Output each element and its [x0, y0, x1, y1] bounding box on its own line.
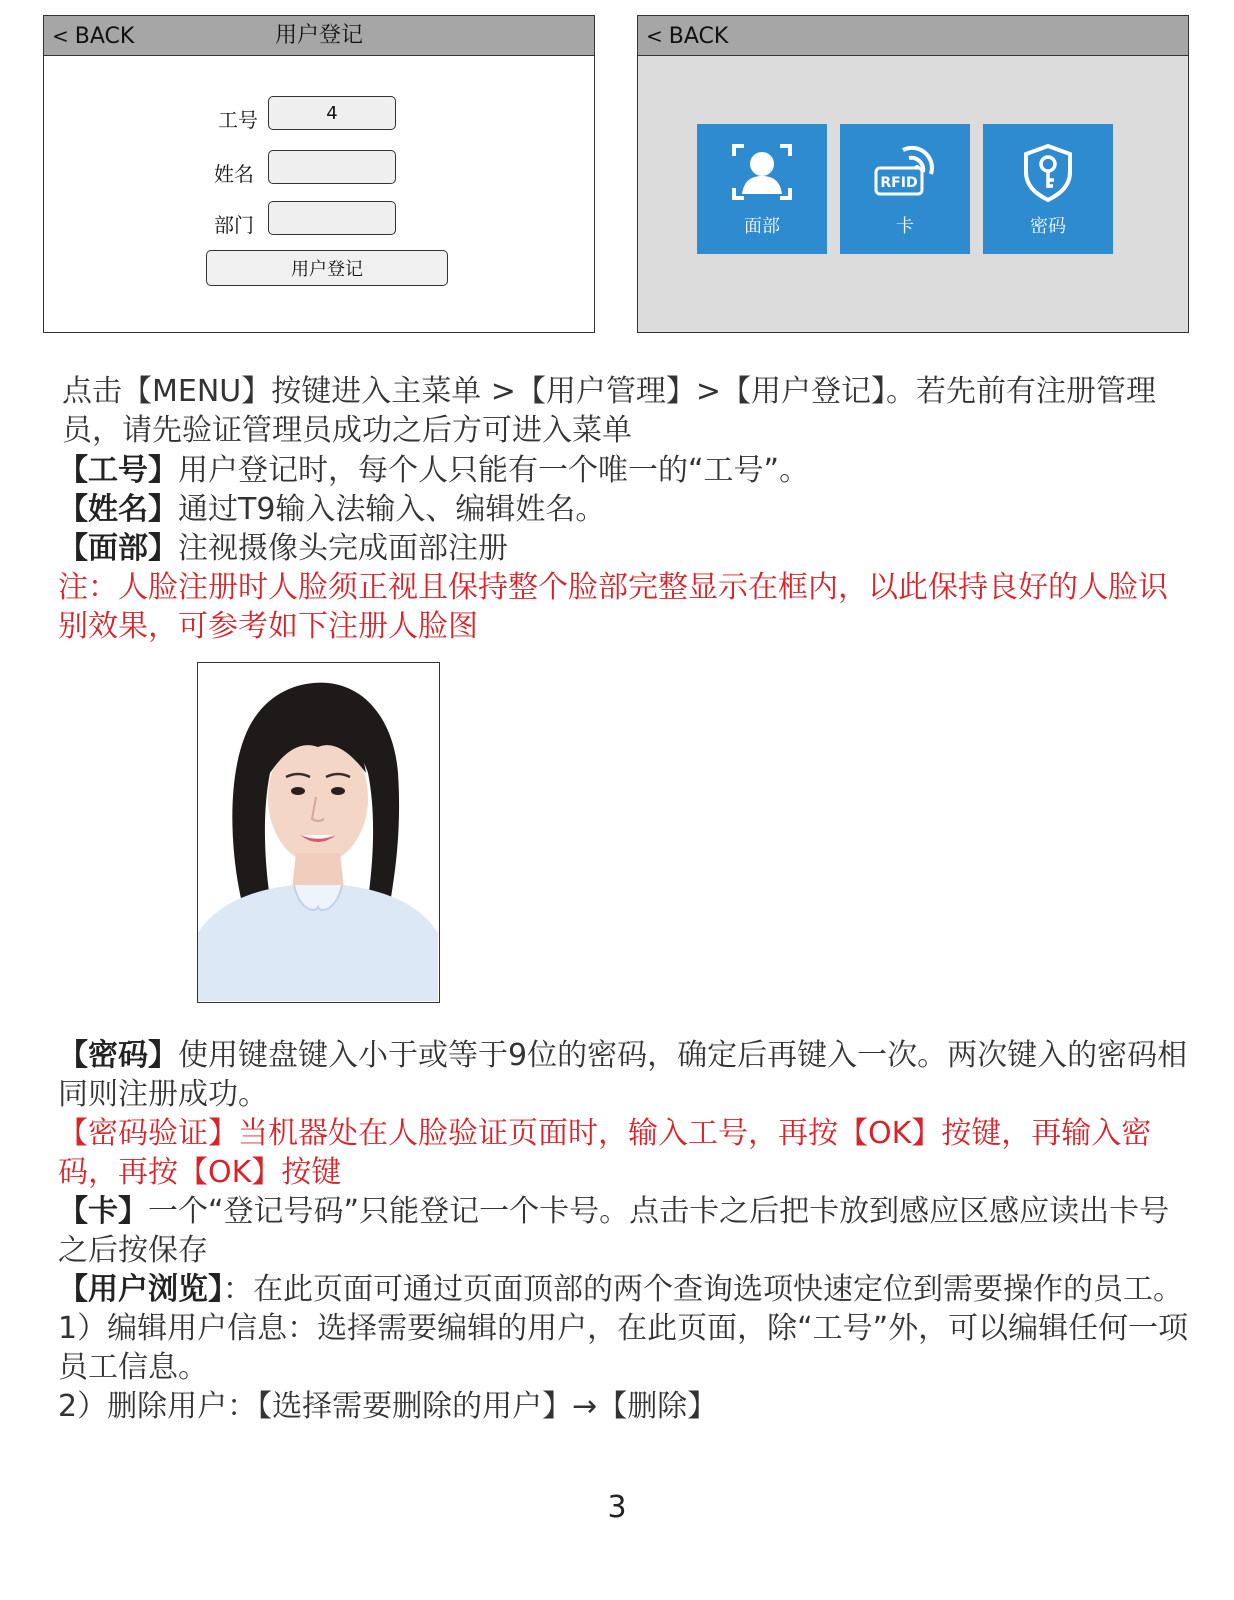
name-input[interactable]	[268, 150, 396, 184]
department-input[interactable]	[268, 201, 396, 235]
rfid-card-icon	[873, 140, 941, 204]
rfid-icon-text: RFID	[880, 175, 918, 191]
face-note-paragraph: 注：人脸注册时人脸须正视且保持整个脸部完整显示在框内，以此保持良好的人脸识别效果，可参考如下注册人脸图	[58, 570, 1168, 644]
employee-id-input[interactable]	[268, 96, 396, 130]
paragraph-heading: 【用户浏览】	[58, 1272, 223, 1307]
back-button[interactable]	[646, 16, 728, 56]
password-paragraph	[58, 1036, 1193, 1114]
name-paragraph	[58, 490, 1193, 529]
paragraph-text: 一个“登记号码”只能登记一个卡号。点击卡之后把卡放到感应区感应读出卡号之后按保存	[58, 1194, 1170, 1268]
enrollment-method-screen	[637, 15, 1189, 333]
delete-user-paragraph: 2）删除用户：【选择需要删除的用户】→【删除】	[58, 1389, 718, 1424]
paragraph-text: ：在此页面可通过页面顶部的两个查询选项快速定位到需要操作的员工。	[223, 1272, 1183, 1307]
employee-id-label: 工号	[218, 108, 258, 132]
paragraph-text: 通过T9输入法输入、编辑姓名。	[178, 492, 606, 527]
title-bar	[44, 16, 594, 56]
intro-paragraph: 点击【MENU】按键进入主菜单 >【用户管理】>【用户登记】。若先前有注册管理员，请先验证管理员成功之后方可进入菜单	[62, 374, 1157, 448]
screen-title: 用户登记	[274, 23, 363, 48]
paragraph-heading: 【密码】	[58, 1038, 178, 1073]
tile-label: 密码	[1030, 216, 1066, 237]
back-label: BACK	[668, 24, 729, 49]
card-paragraph	[58, 1192, 1193, 1270]
key-shield-icon	[1016, 140, 1080, 204]
card-enroll-tile[interactable]	[840, 124, 970, 254]
title-bar	[638, 16, 1188, 56]
employee-id-paragraph	[58, 451, 1193, 490]
back-label: BACK	[74, 24, 135, 49]
tile-label: 面部	[744, 216, 780, 237]
tile-label: 卡	[896, 216, 914, 237]
user-registration-screen	[43, 15, 595, 333]
user-browse-paragraph	[58, 1270, 1193, 1309]
chevron-left-icon: <	[646, 24, 663, 48]
paragraph-text: 用户登记时，每个人只能有一个唯一的“工号”。	[178, 453, 810, 488]
password-verify-paragraph: 【密码验证】当机器处在人脸验证页面时，输入工号，再按【OK】按键，再输入密码，再按【OK】按键	[58, 1116, 1152, 1190]
register-user-button[interactable]: 用户登记	[206, 250, 448, 286]
face-paragraph	[58, 529, 1193, 568]
name-label: 姓名	[214, 162, 254, 186]
department-label: 部门	[214, 213, 254, 237]
face-icon	[730, 140, 794, 204]
paragraph-text: 使用键盘键入小于或等于9位的密码，确定后再键入一次。两次键入的密码相同则注册成功。	[58, 1038, 1188, 1112]
face-enroll-tile[interactable]	[697, 124, 827, 254]
paragraph-heading: 【面部】	[58, 531, 178, 566]
paragraph-heading: 【卡】	[58, 1194, 148, 1229]
paragraph-heading: 【工号】	[58, 453, 178, 488]
page-number: 3	[607, 1490, 627, 1525]
edit-user-paragraph: 1）编辑用户信息：选择需要编辑的用户，在此页面，除“工号”外，可以编辑任何一项员工信息。	[58, 1311, 1189, 1385]
sample-face-photo	[197, 662, 440, 1003]
chevron-left-icon: <	[52, 24, 69, 48]
password-enroll-tile[interactable]	[983, 124, 1113, 254]
paragraph-heading: 【姓名】	[58, 492, 178, 527]
paragraph-text: 注视摄像头完成面部注册	[178, 531, 508, 566]
